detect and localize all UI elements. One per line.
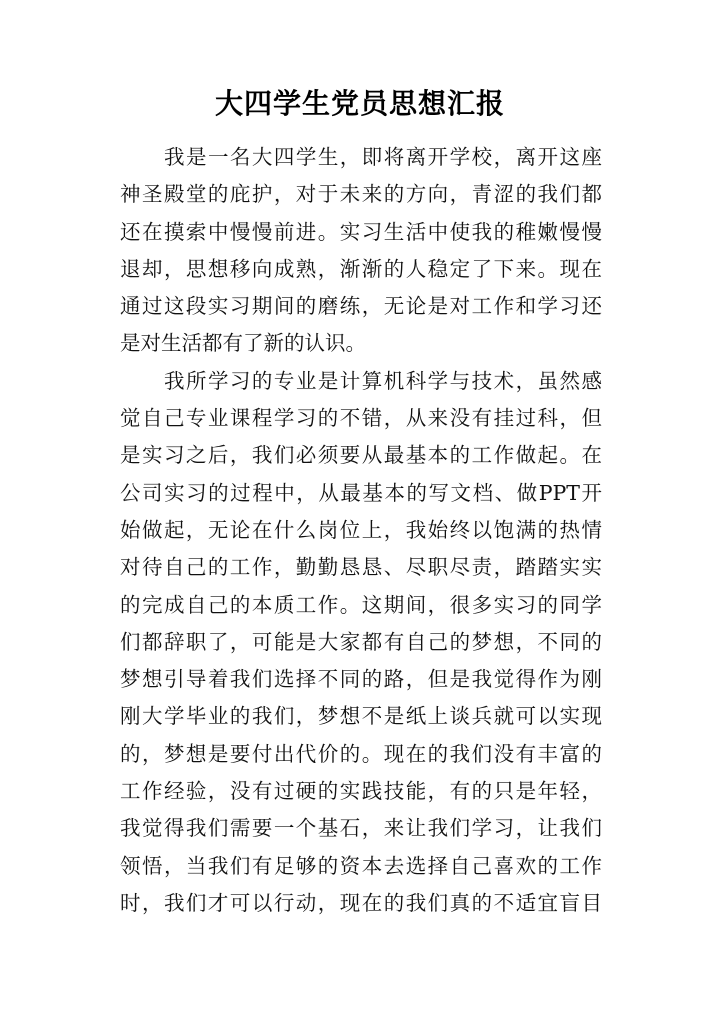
text-line: 通过这段实习期间的磨练，无论是对工作和学习还 xyxy=(120,294,602,319)
text-line: 还在摸索中慢慢前进。实习生活中使我的稚嫩慢慢 xyxy=(120,219,602,244)
text-line: 们都辞职了，可能是大家都有自己的梦想，不同的 xyxy=(120,629,602,654)
text-line: 对待自己的工作，勤勤恳恳、尽职尽责，踏踏实实 xyxy=(120,555,602,580)
paragraph xyxy=(120,139,602,363)
text-line: 时，我们才可以行动，现在的我们真的不适宜盲目 xyxy=(120,890,602,915)
text-line: 始做起，无论在什么岗位上，我始终以饱满的热情 xyxy=(120,517,602,542)
text-line: 退却，思想移向成熟，渐渐的人稳定了下来。现在 xyxy=(120,256,602,281)
text-line: 公司实习的过程中，从最基本的写文档、做PPT开 xyxy=(120,480,602,505)
text-line: 我觉得我们需要一个基石，来让我们学习，让我们 xyxy=(120,816,602,841)
text-line: 的，梦想是要付出代价的。现在的我们没有丰富的 xyxy=(120,741,602,766)
paragraph xyxy=(120,363,602,922)
text-line: 领悟，当我们有足够的资本去选择自己喜欢的工作 xyxy=(120,853,602,878)
text-line: 的完成自己的本质工作。这期间，很多实习的同学 xyxy=(120,592,602,617)
text-line: 我所学习的专业是计算机科学与技术，虽然感 xyxy=(164,368,602,393)
document-body xyxy=(120,139,602,922)
text-line: 是对生活都有了新的认识。 xyxy=(120,331,366,356)
document-title: 大四学生党员思想汇报 xyxy=(214,87,505,120)
text-line: 梦想引导着我们选择不同的路，但是我觉得作为刚 xyxy=(120,667,602,692)
text-line: 刚大学毕业的我们，梦想不是纸上谈兵就可以实现 xyxy=(120,704,602,729)
text-line: 是实习之后，我们必须要从最基本的工作做起。在 xyxy=(120,443,602,468)
text-line: 神圣殿堂的庇护，对于未来的方向，青涩的我们都 xyxy=(120,182,602,207)
text-line: 我是一名大四学生，即将离开学校，离开这座 xyxy=(164,145,602,169)
text-line: 觉自己专业课程学习的不错，从来没有挂过科，但 xyxy=(120,406,602,431)
text-line: 工作经验，没有过硬的实践技能，有的只是年轻， xyxy=(120,779,602,804)
